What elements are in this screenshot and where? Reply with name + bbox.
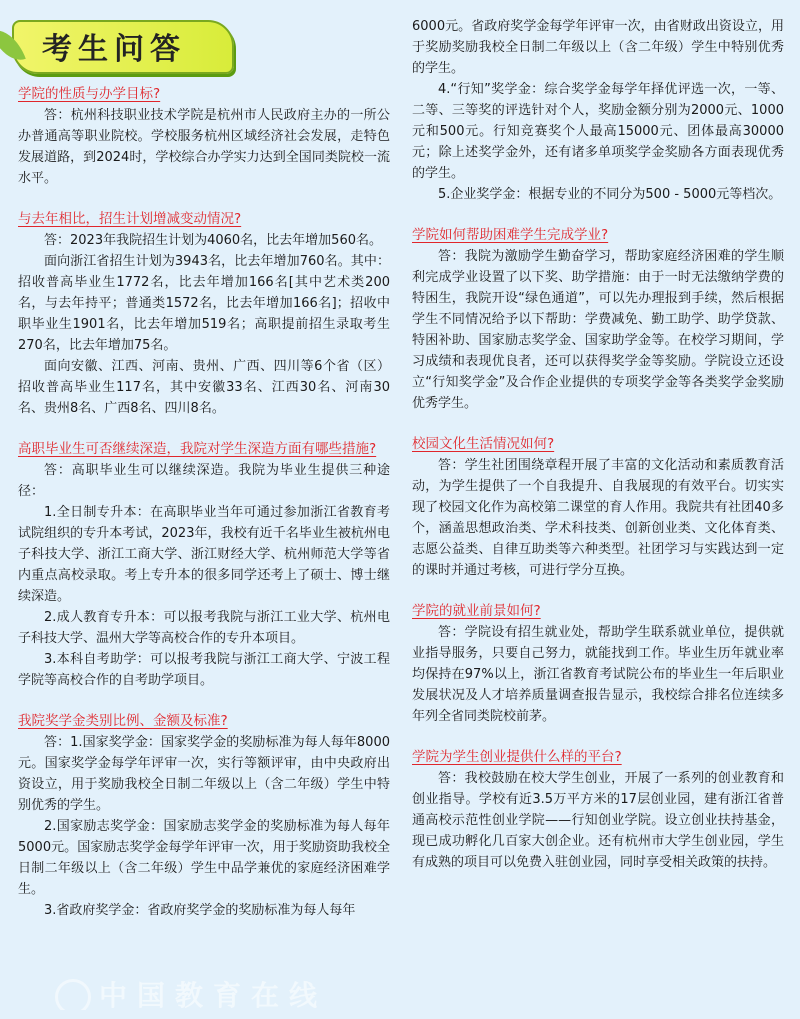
answer-paragraph: 3.省政府奖学金：省政府奖学金的奖励标准为每人每年 bbox=[44, 903, 356, 918]
answer-paragraph: 面向安徽、江西、河南、贵州、广西、四川等6个省（区）招收普高毕业生117名，其中安徽33名、江西30名、河南30名、贵州8名、广西8名、四川8名。 bbox=[18, 359, 390, 416]
question-heading: 学院的性质与办学目标? bbox=[18, 86, 161, 102]
question-heading: 与去年相比，招生计划增减变动情况? bbox=[18, 211, 242, 227]
watermark-logo-icon bbox=[55, 979, 91, 1010]
answer-paragraph: 1.全日制专升本：在高职毕业当年可通过参加浙江省教育考试院组织的专升本考试，2023年，我校有近千名毕业生被杭州电子科技大学、浙江工商大学、浙江财经大学、杭州师范大学等省内重点高校录取。考上专升本的很多同学还考上了硕士、博士继续深造。 bbox=[18, 505, 390, 604]
answer-paragraph: 答：我院为激励学生勤奋学习，帮助家庭经济困难的学生顺利完成学业设置了以下奖、助学措施：由于一时无法缴纳学费的特困生，我院开设“绿色通道”，可以先办理报到手续，然后根据学生不同情况给予以下帮助：学费减免、勤工助学、助学贷款、特困补助、国家励志奖学金、国家助学金等。在校学习期间，学习成绩和表现优良者，还可以获得奖学金等奖励。学院设立还设立“行知奖学金”及合作企业提供的专项奖学金等各类奖学金奖励优秀学生。 bbox=[412, 249, 784, 411]
answer-paragraph: 3.本科自考助学：可以报考我院与浙江工商大学、宁波工程学院等高校合作的自考助学项目。 bbox=[18, 652, 390, 688]
question-heading: 学院的就业前景如何? bbox=[412, 603, 541, 619]
answer-paragraph: 答：杭州科技职业技术学院是杭州市人民政府主办的一所公办普通高等职业院校。学校服务杭州区域经济社会发展，走特色发展道路，到2024时，学校综合办学实力达到全国同类院校一流水平。 bbox=[18, 108, 390, 186]
watermark bbox=[55, 974, 415, 1010]
answer-paragraph: 答：学生社团围绕章程开展了丰富的文化活动和素质教育活动，为学生提供了一个自我提升、自我展现的有效平台。切实实现了校园文化作为高校第二课堂的育人作用。我院共有社团40多个，涵盖思想政治类、学术科技类、创新创业类、文化体育类、志愿公益类、自律互助类等六种类型。社团学习与实践达到一定的课时并通过考核，可进行学分互换。 bbox=[412, 458, 784, 578]
section-gap bbox=[18, 691, 390, 711]
page-title: 考生问答 bbox=[42, 32, 186, 67]
section-gap bbox=[412, 581, 784, 601]
answer-paragraph: 6000元。省政府奖学金每学年评审一次，由省财政出资设立，用于奖励奖励我校全日制二年级以上（含二年级）学生中特别优秀的学生。 bbox=[412, 19, 784, 76]
question-heading: 学院如何帮助困难学生完成学业? bbox=[412, 227, 609, 243]
section-gap bbox=[18, 419, 390, 439]
question-heading: 我院奖学金类别比例、金额及标准? bbox=[18, 713, 228, 729]
section-gap bbox=[412, 205, 784, 225]
section-gap bbox=[412, 414, 784, 434]
answer-paragraph: 答：学院设有招生就业处，帮助学生联系就业单位，提供就业指导服务，只要自己努力，就能找到工作。毕业生历年就业率均保持在97%以上，浙江省教育考试院公布的毕业生一年后职业发展状况及人才培养质量调查报告显示，我校综合排名位连续多年列全省同类院校前茅。 bbox=[412, 625, 784, 724]
answer-paragraph: 面向浙江省招生计划为3943名，比去年增加760名。其中：招收普高毕业生1772名，比去年增加166名[其中艺术类200名，与去年持平；普通类1572名，比去年增加166名]；招收中职毕业生1901名，比去年增加519名；高职提前招生录取考生270名，比去年增加75名。 bbox=[18, 254, 390, 353]
answer-paragraph: 2.成人教育专升本：可以报考我院与浙江工业大学、杭州电子科技大学、温州大学等高校合作的专升本项目。 bbox=[18, 610, 390, 646]
answer-paragraph: 2.国家励志奖学金：国家励志奖学金的奖励标准为每人每年5000元。国家励志奖学金每学年评审一次，用于奖励资助我校全日制二年级以上（含二年级）学生中品学兼优的家庭经济困难学生。 bbox=[18, 819, 390, 897]
answer-paragraph: 答：1.国家奖学金：国家奖学金的奖励标准为每人每年8000元。国家奖学金每学年评审一次，实行等额评审，由中央政府出资设立，用于奖励我校全日制二年级以上（含二年级）学生中特别优秀的学生。 bbox=[18, 735, 390, 813]
answer-paragraph: 4.“行知”奖学金：综合奖学金每学年择优评选一次，一等、二等、三等奖的评选针对个人，奖励金额分别为2000元、1000元和500元。行知竞赛奖个人最高15000元、团体最高30000元；除上述奖学金外，还有诸多单项奖学金奖励各方面表现优秀的学生。 bbox=[412, 82, 784, 181]
answer-paragraph: 答：2023年我院招生计划为4060名，比去年增加560名。 bbox=[44, 233, 382, 248]
section-gap bbox=[18, 189, 390, 209]
watermark-text: 中国教育在线 bbox=[99, 979, 328, 1010]
right-column bbox=[412, 16, 784, 873]
answer-paragraph: 答：高职毕业生可以继续深造。我院为毕业生提供三种途径： bbox=[18, 463, 390, 499]
left-column bbox=[18, 84, 390, 921]
question-heading: 学院为学生创业提供什么样的平台? bbox=[412, 749, 622, 765]
question-heading: 高职毕业生可否继续深造，我院对学生深造方面有哪些措施? bbox=[18, 441, 377, 457]
answer-paragraph: 5.企业奖学金：根据专业的不同分为500 - 5000元等档次。 bbox=[438, 187, 782, 202]
section-gap bbox=[412, 727, 784, 747]
question-heading: 校园文化生活情况如何? bbox=[412, 436, 555, 452]
answer-paragraph: 答：我校鼓励在校大学生创业，开展了一系列的创业教育和创业指导。学校有近3.5万平方米的17层创业园，建有浙江省普通高校示范性创业学院——行知创业学院。设立创业扶持基金，现已成功孵化几百家大创企业。还有杭州市大学生创业园，学生有成熟的项目可以免费入驻创业园，同时享受相关政策的扶持。 bbox=[412, 771, 784, 870]
